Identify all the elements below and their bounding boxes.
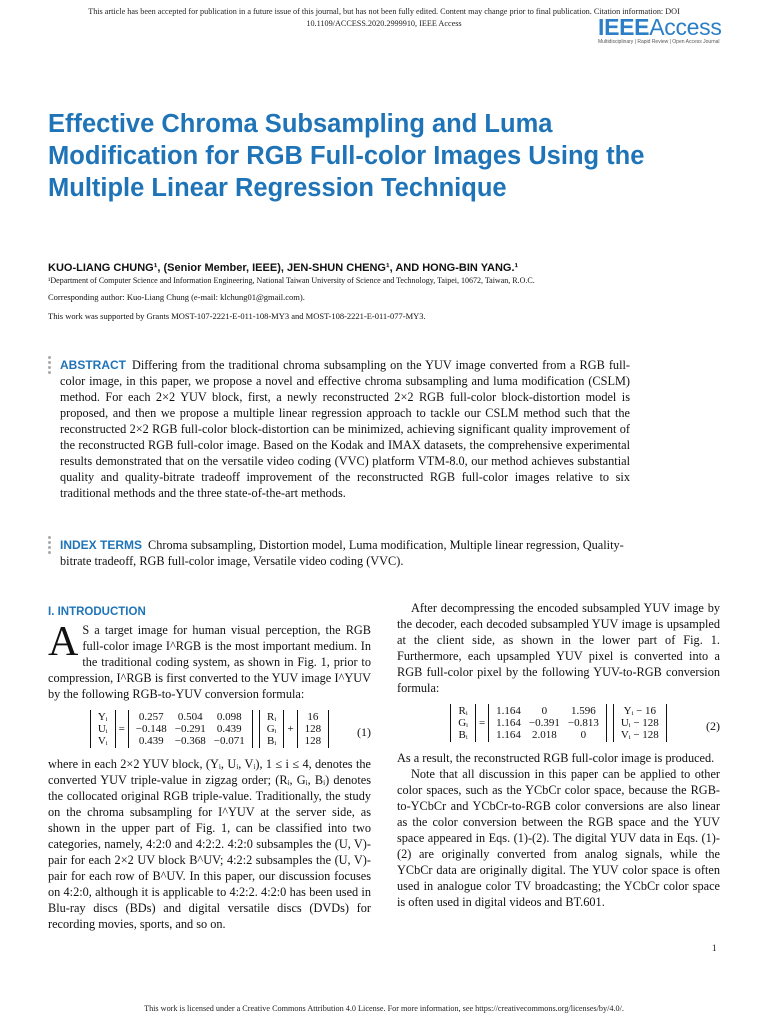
index-terms-text: Chroma subsampling, Distortion model, Luma modification, Multiple linear regression, Quality-bitrate tradeoff, RGB full-color image, Versatile video coding (VVC). <box>60 538 624 568</box>
matrix-entry: Gᵢ <box>266 723 277 735</box>
logo-tagline: Multidisciplinary | Rapid Review | Open Access Journal <box>598 39 720 45</box>
eq1-lhs-vector <box>90 710 116 748</box>
matrix-entry: 1.596 <box>570 705 596 717</box>
logo-light-text: Access <box>649 14 722 40</box>
equation-1: Yᵢ Uᵢ Vᵢ = 0.257 0.504 0.098 −0.148 −0.291 0.439 0.439 −0.368 −0.071 Rᵢ Gᵢ Bᵢ + 16 128 128 (1) <box>48 710 371 748</box>
matrix-entry: 2.018 <box>532 729 557 741</box>
matrix-entry: Vᵢ − 128 <box>620 729 659 741</box>
matrix-entry: 0.439 <box>138 735 164 747</box>
matrix-entry: −0.813 <box>567 717 599 729</box>
matrix-entry: 16 <box>307 711 319 723</box>
equation-2: Rᵢ Gᵢ Bᵢ = 1.164 0 1.596 1.164 −0.391 −0.813 1.164 2.018 0 Yᵢ − 16 Uᵢ − 128 Vᵢ − 128 (2) <box>397 704 720 742</box>
abstract-label: ABSTRACT <box>60 358 126 372</box>
matrix-entry: Uᵢ <box>97 723 108 735</box>
matrix-entry: Uᵢ − 128 <box>620 717 659 729</box>
column-right <box>397 600 720 910</box>
license-footer[interactable]: This work is licensed under a Creative Commons Attribution 4.0 License. For more information, see https://creativecommons.org/licenses/by/4.0/. <box>144 1004 624 1013</box>
matrix-entry: Rᵢ <box>458 705 468 717</box>
matrix-entry: Bᵢ <box>267 735 277 747</box>
matrix-entry: 1.164 <box>496 705 521 717</box>
eq1-offset-vector <box>297 710 330 748</box>
paper-title: Effective Chroma Subsampling and Luma Modification for RGB Full-color Images Using the Multiple Linear Regression Technique <box>48 110 645 202</box>
matrix-entry: 128 <box>304 723 322 735</box>
abstract-marker-icon <box>48 356 51 376</box>
matrix-entry: Vᵢ <box>97 735 108 747</box>
matrix-entry: 0 <box>580 729 587 741</box>
section-heading: I. INTRODUCTION <box>48 606 146 618</box>
drop-cap: A <box>48 619 79 665</box>
page-number: 1 <box>712 943 717 953</box>
intro-paragraph-4: As a result, the reconstructed RGB full-color image is produced. <box>397 751 715 765</box>
ieee-access-logo[interactable] <box>598 14 728 45</box>
matrix-entry: Yᵢ − 16 <box>623 705 657 717</box>
logo-bold-text: IEEE <box>598 14 650 40</box>
grant-acknowledgement: This work was supported by Grants MOST-107-2221-E-011-108-MY3 and MOST-108-2221-E-011-077-MY3. <box>48 311 426 321</box>
matrix-entry: 0.504 <box>177 711 203 723</box>
matrix-entry: Yᵢ <box>97 711 108 723</box>
matrix-entry: 128 <box>304 735 322 747</box>
eq2-matrix <box>488 704 607 742</box>
author-list: KUO-LIANG CHUNG¹, (Senior Member, IEEE), JEN-SHUN CHENG¹, AND HONG-BIN YANG.¹ <box>48 262 519 274</box>
abstract <box>60 357 630 501</box>
intro-paragraph-1: S a target image for human visual perception, the RGB full-color image I^RGB is the most important medium. In the traditional coding system, as shown in Fig. 1, prior to compression, I^RGB is first converted to the YUV image I^YUV by the following RGB-to-YUV conversion formula: <box>48 623 371 701</box>
matrix-entry: −0.148 <box>135 723 167 735</box>
index-terms <box>60 537 630 569</box>
intro-paragraph-5: Note that all discussion in this paper can be applied to other color spaces, such as the YCbCr color space, because the RGB-to-YCbCr and YCbCr-to-RGB color conversions are also linear as the color conversion between the RGB space and the YUV space appeared in Eqs. (1)-(2). The digital YUV data in Eqs. (1)-(2) are originally converted from analog signals, while the YCbCr data are originally digital. The YUV color space is often used in analogue color TV broadcasting; the YCbCr color space is often used in digital videos and BT.601. <box>397 767 720 909</box>
matrix-entry: −0.368 <box>174 735 206 747</box>
intro-paragraph-2: where in each 2×2 YUV block, (Yᵢ, Uᵢ, Vᵢ), 1 ≤ i ≤ 4, denotes the converted YUV triple-value in zigzag order; (Rᵢ, Gᵢ, Bᵢ) denotes the collocated original RGB triple-value. Traditionally, the study on the chroma subsampling for I^YUV at the server side, as shown in the upper part of Fig. 1, can be classified into two categories, namely, 4:2:0 and 4:2:2. 4:2:0 subsamples the (U, V)-pair for each 2×2 UV block B^UV; 4:2:2 subsamples the (U, V)-pair for each row of B^UV. In this paper, our discussion focuses on 4:2:0, although it is applicable to 4:2:2. 4:2:0 has been used in Blu-ray discs (BDs) and digital versatile discs (DVDs) for recording movies, sports, and so on. <box>48 757 371 931</box>
matrix-entry: −0.071 <box>213 735 245 747</box>
column-left <box>48 604 371 932</box>
corresponding-author: Corresponding author: Kuo-Liang Chung (e-mail: klchung01@gmail.com). <box>48 292 305 302</box>
eq2-lhs-vector <box>450 704 476 742</box>
matrix-entry: −0.291 <box>174 723 206 735</box>
intro-paragraph-3: After decompressing the encoded subsampled YUV image by the decoder, each decoded subsampled YUV image is upsampled at the client side, as shown in the lower part of Fig. 1. Furthermore, each upsampled YUV pixel is converted into a RGB full-color pixel by the following YUV-to-RGB conversion formula: <box>397 601 720 695</box>
eq1-rgb-vector <box>259 710 285 748</box>
affiliation: ¹Department of Computer Science and Information Engineering, National Taiwan University of Science and Technology, Taipei, 10672, Taiwan, R.O.C. <box>48 276 535 285</box>
matrix-entry: Bᵢ <box>458 729 468 741</box>
matrix-entry: 1.164 <box>496 729 521 741</box>
notice-line-1: This article has been accepted for publication in a future issue of this journal, but has not been fully edited. Content may change prior to final publication. Citation information: DOI <box>88 7 680 16</box>
matrix-entry: −0.391 <box>528 717 560 729</box>
matrix-entry: Rᵢ <box>267 711 277 723</box>
matrix-entry: 0.257 <box>138 711 164 723</box>
matrix-entry: 0.439 <box>216 723 242 735</box>
matrix-entry: Gᵢ <box>458 717 468 729</box>
notice-line-2: 10.1109/ACCESS.2020.2999910, IEEE Access <box>306 19 462 28</box>
eq2-number: (2) <box>706 719 720 733</box>
eq1-number: (1) <box>357 725 371 739</box>
matrix-entry: 1.164 <box>496 717 521 729</box>
index-terms-marker-icon <box>48 536 51 556</box>
matrix-entry: 0 <box>541 705 548 717</box>
eq2-yuv-vector <box>613 704 667 742</box>
index-terms-label: INDEX TERMS <box>60 538 143 552</box>
matrix-entry: 0.098 <box>216 711 242 723</box>
abstract-text: Differing from the traditional chroma subsampling on the YUV image converted from a RGB full-color image, in this paper, we propose a novel and effective chroma subsampling and luma modification (CSLM) method. For each 2×2 YUV block, first, a newly reconstructed 2×2 RGB full-color block-distortion model is proposed, and then we propose a multiple linear regression approach to tackle our CSLM method such that the reconstructed 2×2 RGB full-color block-distortion can be minimized, achieving significant quality improvement of the reconstructed RGB full-color image. Based on the Kodak and IMAX datasets, the comprehensive experimental results demonstrated that on the versatile video coding (VVC) platform VTM-8.0, our method achieves substantial quality and quality-bitrate tradeoff improvement of the reconstructed RGB full-color images relative to six traditional methods and the three state-of-the-art methods. <box>60 358 630 500</box>
eq1-matrix <box>128 710 253 748</box>
